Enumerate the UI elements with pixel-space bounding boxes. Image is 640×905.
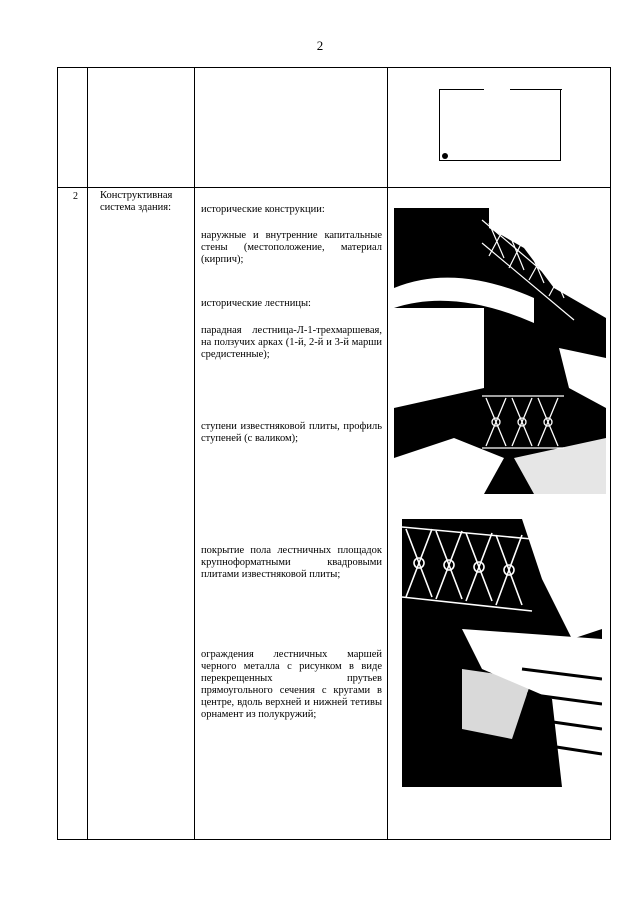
floor-plan-fragment xyxy=(439,89,561,161)
paragraph-main-staircase: парадная лестница-Л-1-трехмаршевая, на ползучих арках (1-й, 2-й и 3-й марши средистенные); xyxy=(201,325,382,360)
paragraph-walls: наружные и внутренние капитальные стены (местоположение, материал (кирпич); xyxy=(201,230,382,265)
column-divider xyxy=(194,68,195,839)
row-title: Конструктивная система здания: xyxy=(100,190,173,213)
railing-photo xyxy=(402,519,602,787)
row-number: 2 xyxy=(73,191,78,202)
paragraph-steps: ступени известняковой плиты, профиль ступеней (с валиком); xyxy=(201,421,382,444)
paragraph-historic-structures: исторические конструкции: xyxy=(201,204,325,215)
paragraph-landing-floor: покрытие пола лестничных площадок крупноформатными квадровыми плитами известняковой плиты; xyxy=(201,545,382,580)
column-divider xyxy=(87,68,88,839)
paragraph-railings: ограждения лестничных маршей черного металла с рисунком в виде перекрещенных прутьев прямоугольного сечения с кругами в центре, вдоль верхней и нижней тетивы орнамент из полукружий; xyxy=(201,649,382,720)
column-divider xyxy=(387,68,388,839)
page-number: 2 xyxy=(316,38,324,53)
paragraph-historic-stairs: исторические лестницы: xyxy=(201,298,311,309)
document-table xyxy=(57,67,611,840)
staircase-photo xyxy=(394,208,606,494)
row-divider xyxy=(58,187,610,188)
